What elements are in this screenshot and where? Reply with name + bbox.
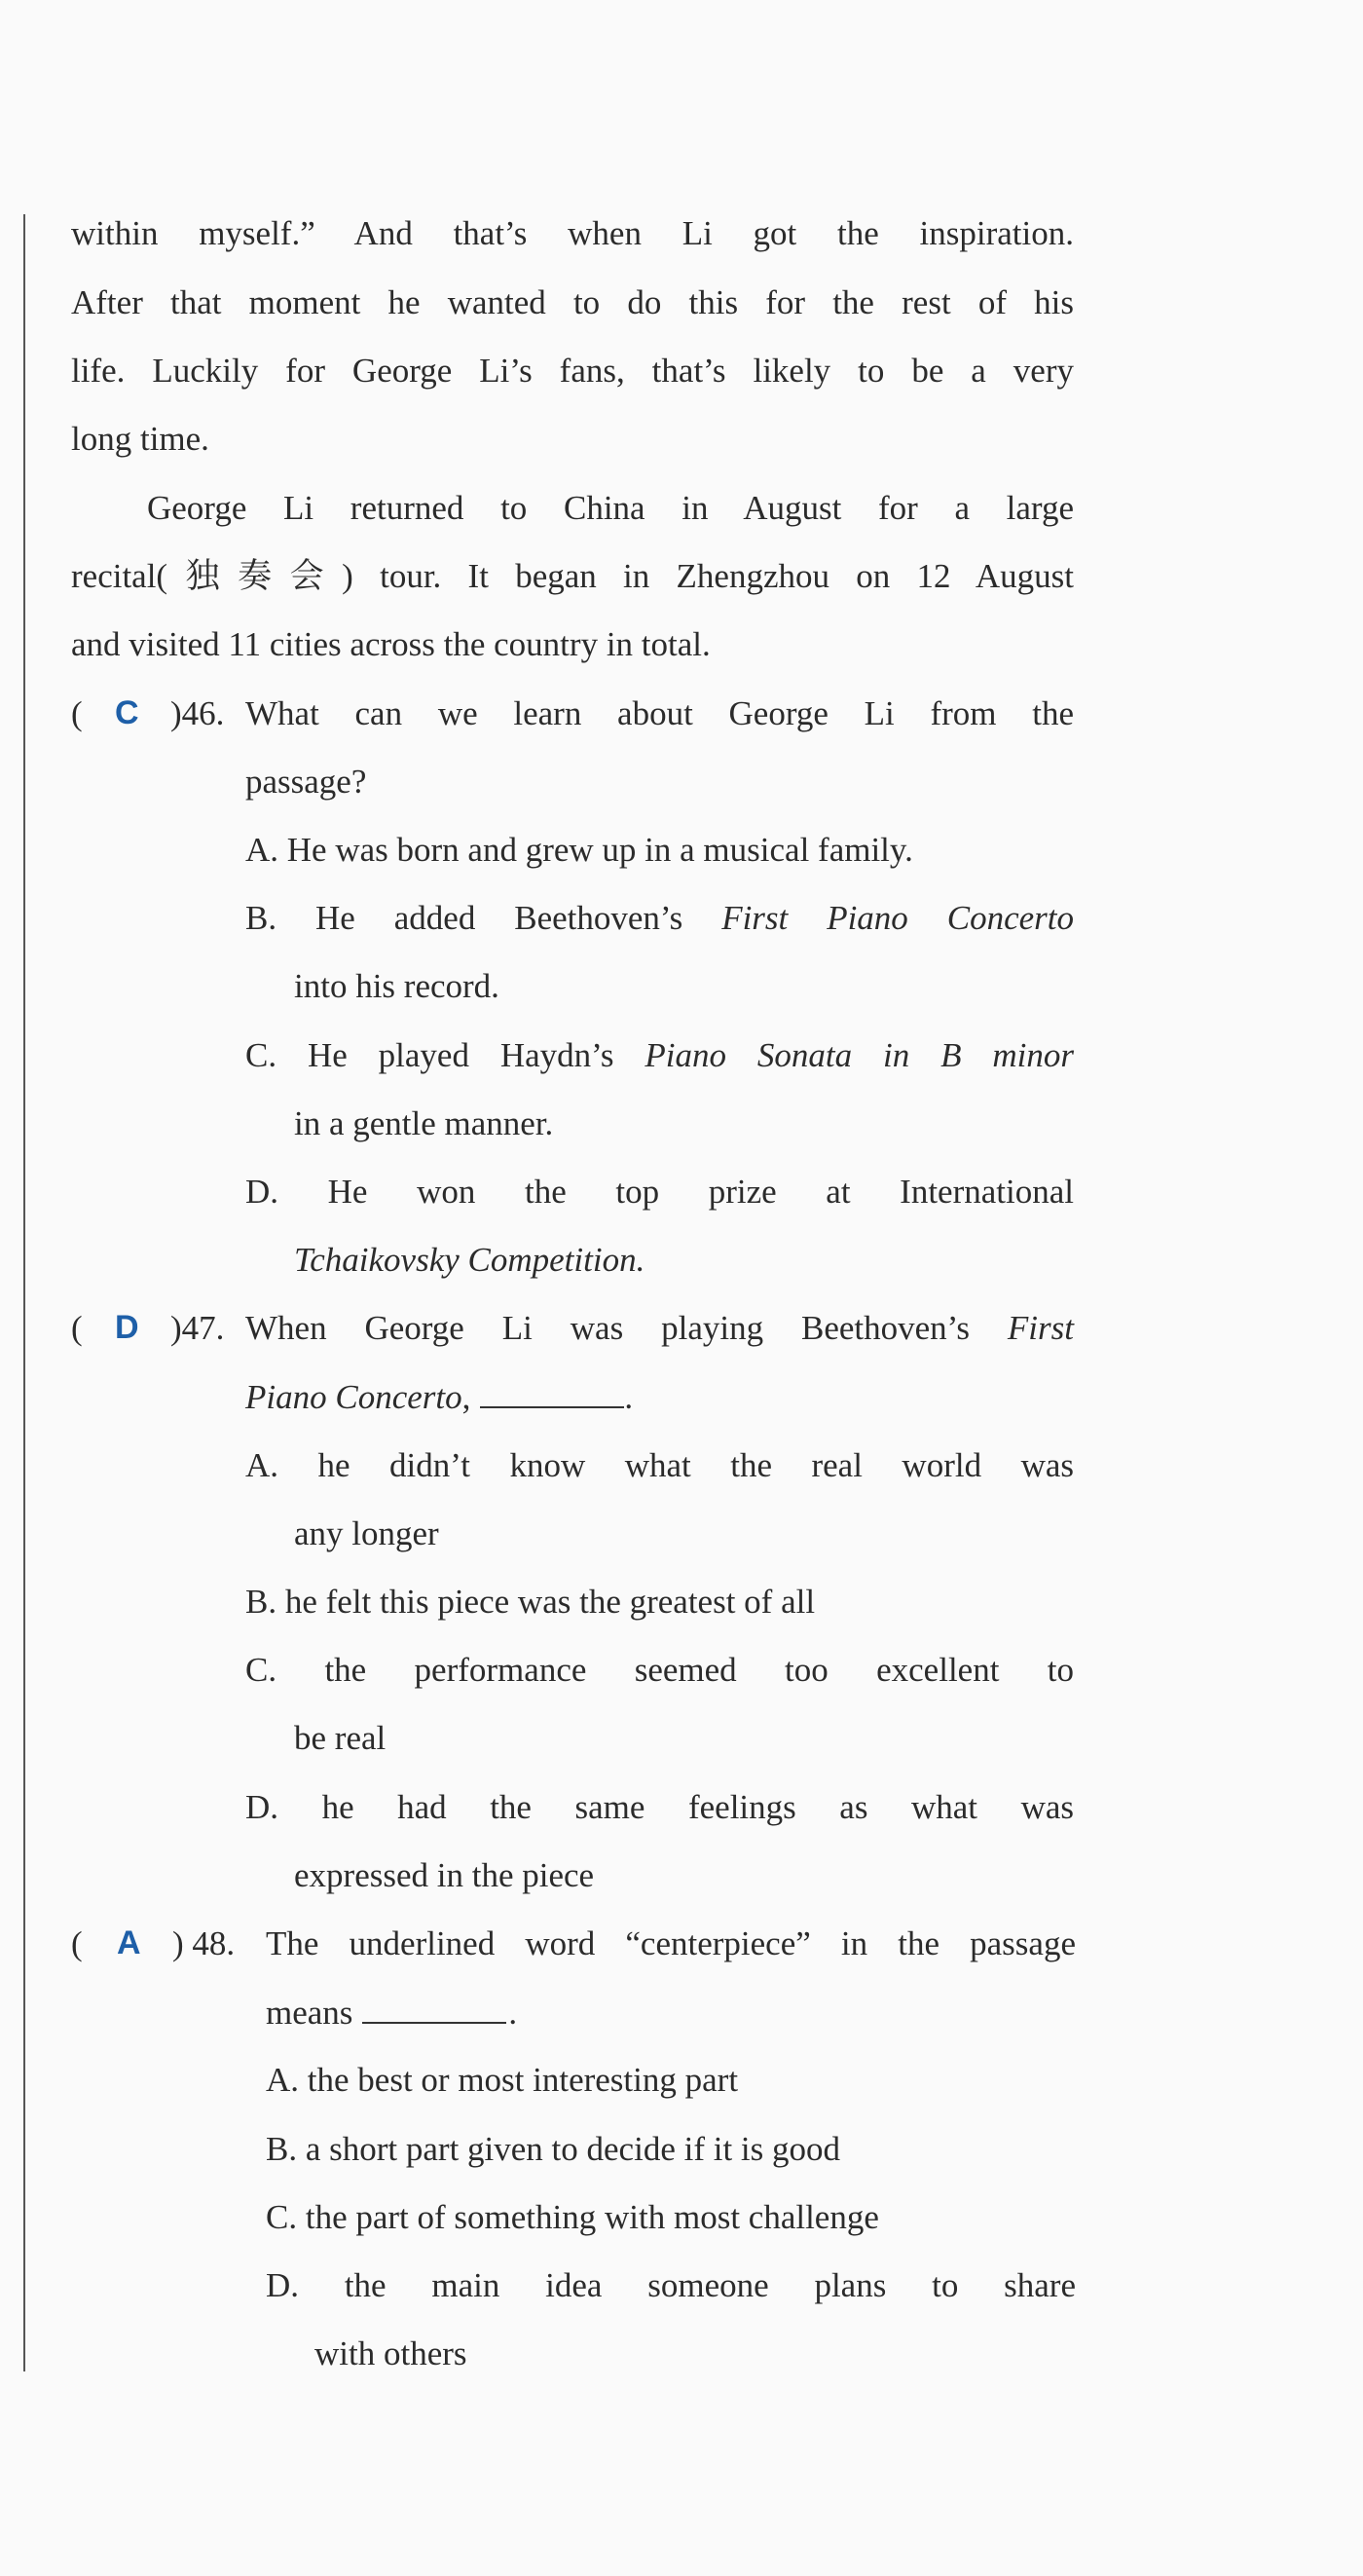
option-c: C. the performance seemed too excellent to	[245, 1651, 1074, 1689]
option-c-cont: be real	[294, 1719, 387, 1757]
option-b	[245, 901, 1074, 935]
answer-paren: (	[71, 1924, 83, 1962]
option-d-cont: Tchaikovsky Competition.	[294, 1241, 645, 1279]
question-stem: What can we learn about George Li from the	[245, 694, 1074, 732]
stem-title: First	[1007, 1309, 1074, 1347]
margin-rule	[23, 214, 25, 2371]
option-d: D. he had the same feelings as what was	[245, 1788, 1074, 1826]
option-a: A. the best or most interesting part	[266, 2061, 739, 2099]
option-c-title: Piano Sonata in B minor	[645, 1036, 1074, 1074]
option-b-text: B. He added Beethoven’s	[245, 899, 722, 937]
option-b: B. a short part given to decide if it is good	[266, 2130, 841, 2168]
option-c-text: C. He played Haydn’s	[245, 1036, 645, 1074]
option-d: D. He won the top prize at International	[245, 1173, 1074, 1211]
answer-letter: D	[115, 1309, 139, 1346]
question-stem: The underlined word “centerpiece” in the passage	[266, 1924, 1076, 1962]
stem-period: .	[624, 1378, 634, 1416]
passage-line: long time.	[71, 420, 209, 458]
question-stem	[266, 1995, 517, 2030]
question-number: )46.	[170, 694, 225, 732]
question-stem	[245, 1379, 633, 1414]
passage-line: After that moment he wanted to do this for the rest of his	[71, 283, 1074, 321]
answer-paren: (	[71, 694, 83, 732]
option-a: A. he didn’t know what the real world was	[245, 1446, 1074, 1484]
option-b-cont: into his record.	[294, 967, 499, 1005]
answer-paren: (	[71, 1309, 83, 1347]
option-c	[245, 1038, 1074, 1072]
option-a-cont: any longer	[294, 1514, 439, 1552]
answer-letter: A	[117, 1924, 141, 1961]
option-b-title: First Piano Concerto	[721, 899, 1074, 937]
stem-period: .	[508, 1994, 518, 2032]
passage-line: life. Luckily for George Li’s fans, that’s likely to be a very	[71, 352, 1074, 390]
answer-letter: C	[115, 694, 139, 731]
stem-text: means	[266, 1994, 353, 2032]
option-d-cont: with others	[314, 2334, 467, 2372]
passage-line: George Li returned to China in August for a large	[147, 489, 1074, 527]
answer-blank	[362, 1995, 506, 2024]
stem-comma: ,	[461, 1378, 471, 1416]
question-number: )47.	[170, 1309, 225, 1347]
answer-blank	[480, 1379, 624, 1408]
option-d: D. the main idea someone plans to share	[266, 2266, 1076, 2304]
stem-title: Piano Concerto	[245, 1378, 462, 1416]
question-stem: passage?	[245, 763, 367, 801]
passage-line: and visited 11 cities across the country in total.	[71, 625, 711, 663]
option-a: A. He was born and grew up in a musical family.	[245, 831, 913, 869]
option-c-cont: in a gentle manner.	[294, 1104, 554, 1142]
option-c: C. the part of something with most challenge	[266, 2198, 879, 2236]
stem-text: When George Li was playing Beethoven’s	[245, 1309, 1008, 1347]
option-b: B. he felt this piece was the greatest of all	[245, 1583, 816, 1621]
passage-line: recital(独奏会) tour. It began in Zhengzhou on 12 August	[71, 557, 1074, 595]
question-stem	[245, 1311, 1074, 1345]
passage-line: within myself.” And that’s when Li got the inspiration.	[71, 214, 1074, 252]
question-number: ) 48.	[172, 1924, 236, 1962]
option-d-cont: expressed in the piece	[294, 1856, 595, 1894]
